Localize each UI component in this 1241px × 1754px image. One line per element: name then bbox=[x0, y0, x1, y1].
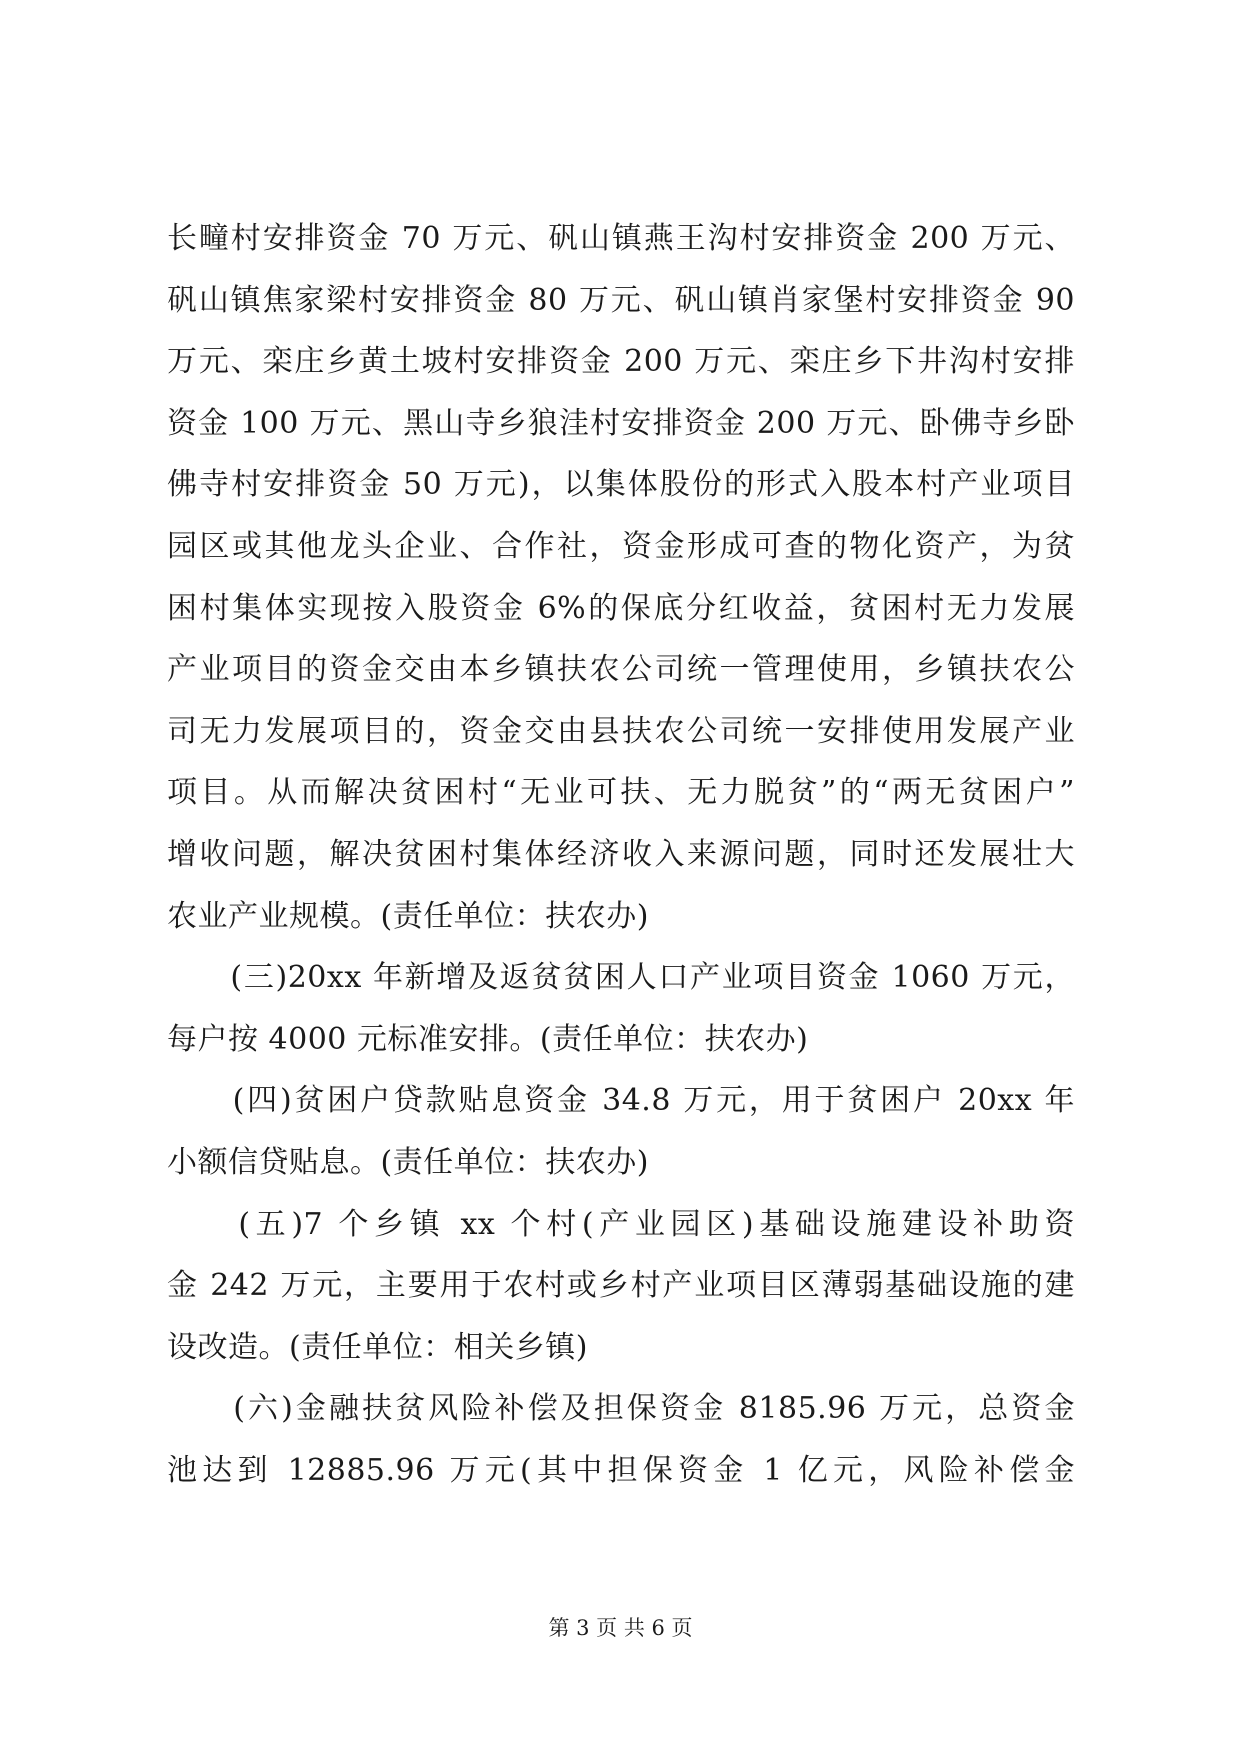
text-line: 小额信贷贴息。(责任单位：扶农办) bbox=[167, 1144, 649, 1180]
text-line: 园区或其他龙头企业、合作社，资金形成可查的物化资产，为贫 bbox=[167, 528, 1075, 564]
text-line: 矾山镇焦家梁村安排资金 80 万元、矾山镇肖家堡村安排资金 90 bbox=[167, 282, 1075, 318]
body-text bbox=[167, 208, 1075, 1501]
text-line: 产业项目的资金交由本乡镇扶农公司统一管理使用，乡镇扶农公 bbox=[167, 652, 1075, 688]
text-line: 增收问题，解决贫困村集体经济收入来源问题，同时还发展壮大 bbox=[167, 836, 1075, 872]
text-line: (四)贫困户贷款贴息资金 34.8 万元，用于贫困户 20xx 年 bbox=[167, 1083, 1075, 1119]
text-line: 长疃村安排资金 70 万元、矾山镇燕王沟村安排资金 200 万元、 bbox=[167, 221, 1075, 256]
text-line: 每户按 4000 元标准安排。(责任单位：扶农办) bbox=[167, 1021, 809, 1057]
text-line: (五)7 个乡镇 xx 个村(产业园区)基础设施建设补助资 bbox=[167, 1206, 1075, 1242]
text-line: 资金 100 万元、黑山寺乡狼洼村安排资金 200 万元、卧佛寺乡卧 bbox=[167, 405, 1075, 441]
text-line: (六)金融扶贫风险补偿及担保资金 8185.96 万元，总资金 bbox=[167, 1391, 1075, 1427]
text-line: 佛寺村安排资金 50 万元)，以集体股份的形式入股本村产业项目 bbox=[167, 467, 1075, 503]
text-line: 困村集体实现按入股资金 6%的保底分红收益，贫困村无力发展 bbox=[167, 590, 1075, 626]
page-footer bbox=[0, 1612, 1241, 1642]
text-line: 池达到 12885.96 万元(其中担保资金 1 亿元，风险补偿金 bbox=[167, 1452, 1075, 1488]
text-line: 金 242 万元，主要用于农村或乡村产业项目区薄弱基础设施的建 bbox=[167, 1268, 1075, 1304]
page-number: 第 3 页 共 6 页 bbox=[548, 1616, 693, 1640]
text-line: 设改造。(责任单位：相关乡镇) bbox=[167, 1329, 588, 1365]
text-line: 司无力发展项目的，资金交由县扶农公司统一安排使用发展产业 bbox=[167, 713, 1075, 749]
text-line: 万元、栾庄乡黄土坡村安排资金 200 万元、栾庄乡下井沟村安排 bbox=[167, 344, 1075, 380]
text-line: 项目。从而解决贫困村“无业可扶、无力脱贫”的“两无贫困户” bbox=[167, 775, 1075, 811]
text-line: (三)20xx 年新增及返贫贫困人口产业项目资金 1060 万元， bbox=[167, 960, 1075, 996]
text-line: 农业产业规模。(责任单位：扶农办) bbox=[167, 898, 649, 934]
